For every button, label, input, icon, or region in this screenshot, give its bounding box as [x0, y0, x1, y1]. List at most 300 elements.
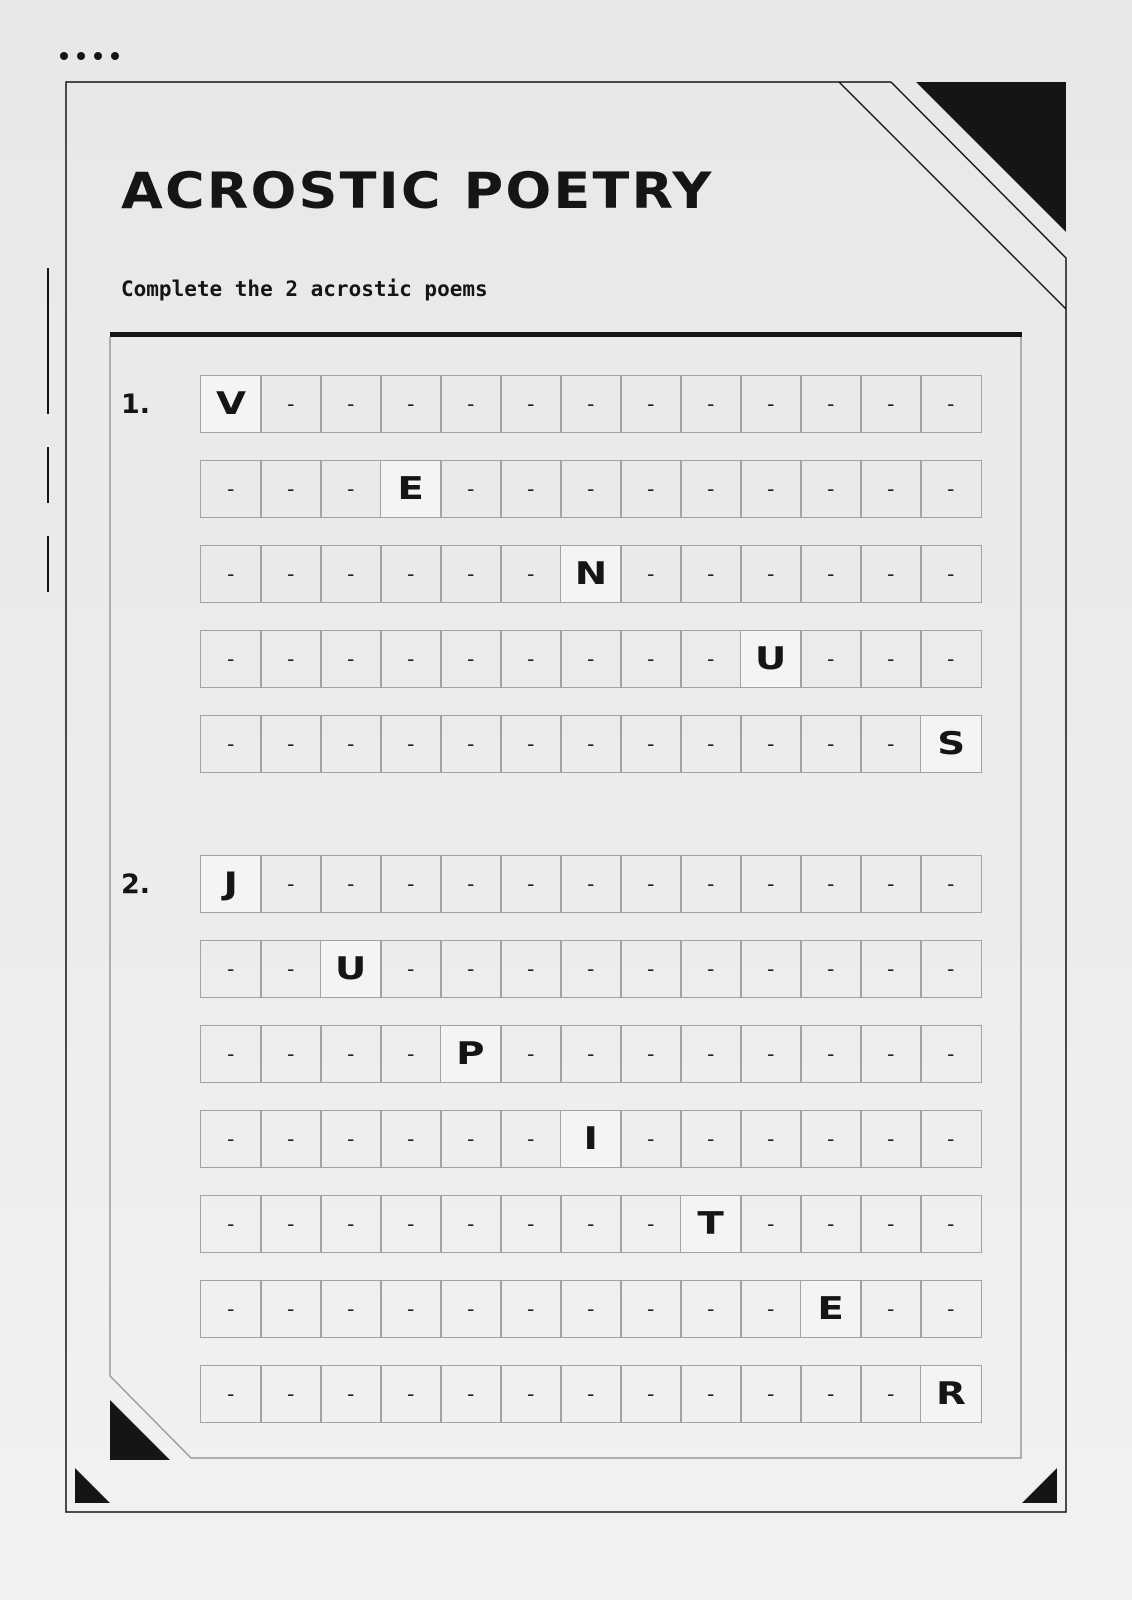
acrostic-letter-cell [200, 855, 262, 913]
blank-mark: - [467, 477, 475, 501]
letter-blank-cell[interactable] [920, 1280, 982, 1338]
letter-blank-cell[interactable] [800, 630, 862, 688]
blank-mark: - [467, 732, 475, 756]
letter-blank-cell[interactable] [380, 375, 442, 433]
letter-blank-cell[interactable] [620, 1365, 682, 1423]
letter-blank-cell[interactable] [620, 715, 682, 773]
letter-blank-cell[interactable] [560, 375, 622, 433]
blank-mark: - [767, 872, 775, 896]
letter-blank-cell[interactable] [500, 715, 562, 773]
letter-blank-cell[interactable] [620, 1195, 682, 1253]
letter-blank-cell[interactable] [260, 1195, 322, 1253]
blank-mark: - [407, 1382, 415, 1406]
blank-mark: - [527, 1127, 535, 1151]
letter-blank-cell[interactable] [320, 1025, 382, 1083]
letter-blank-cell[interactable] [620, 460, 682, 518]
letter-blank-cell[interactable] [800, 1025, 862, 1083]
blank-mark: - [527, 1382, 535, 1406]
poem-1-number: 1. [121, 389, 151, 420]
letter-blank-cell[interactable] [560, 460, 622, 518]
poem-2-number: 2. [121, 869, 151, 900]
letter-blank-cell[interactable] [320, 630, 382, 688]
corner-triangle-bottom-left [75, 1468, 110, 1503]
blank-mark: - [227, 477, 235, 501]
blank-mark: - [407, 1297, 415, 1321]
blank-mark: - [287, 1297, 295, 1321]
letter-blank-cell[interactable] [200, 940, 262, 998]
blank-mark: - [767, 477, 775, 501]
letter-blank-cell[interactable] [440, 1365, 502, 1423]
blank-mark: - [287, 957, 295, 981]
blank-mark: - [287, 392, 295, 416]
letter-blank-cell[interactable] [260, 375, 322, 433]
blank-mark: - [467, 957, 475, 981]
letter-blank-cell[interactable] [740, 1365, 802, 1423]
acrostic-letter-cell [560, 1110, 622, 1168]
blank-mark: - [467, 1127, 475, 1151]
letter-blank-cell[interactable] [800, 940, 862, 998]
blank-mark: - [587, 1212, 595, 1236]
acrostic-letter: E [397, 471, 424, 507]
letter-blank-cell[interactable] [260, 1025, 322, 1083]
header-divider [110, 332, 1022, 337]
letter-blank-cell[interactable] [200, 1110, 262, 1168]
blank-mark: - [527, 647, 535, 671]
acrostic-letter: U [755, 641, 787, 677]
letter-blank-cell[interactable] [920, 1025, 982, 1083]
blank-mark: - [887, 647, 895, 671]
letter-blank-cell[interactable] [860, 855, 922, 913]
blank-mark: - [347, 392, 355, 416]
acrostic-letter-cell [320, 940, 382, 998]
letter-blank-cell[interactable] [320, 375, 382, 433]
letter-blank-cell[interactable] [260, 940, 322, 998]
blank-mark: - [467, 872, 475, 896]
poem-1-line-3 [200, 545, 982, 603]
blank-mark: - [827, 872, 835, 896]
blank-mark: - [827, 1382, 835, 1406]
blank-mark: - [227, 562, 235, 586]
letter-blank-cell[interactable] [500, 1280, 562, 1338]
letter-blank-cell[interactable] [440, 375, 502, 433]
letter-blank-cell[interactable] [800, 715, 862, 773]
letter-blank-cell[interactable] [260, 460, 322, 518]
blank-mark: - [527, 957, 535, 981]
blank-mark: - [767, 957, 775, 981]
letter-blank-cell[interactable] [440, 630, 502, 688]
blank-mark: - [587, 392, 595, 416]
letter-blank-cell[interactable] [800, 375, 862, 433]
instruction-text: Complete the 2 acrostic poems [121, 277, 488, 301]
blank-mark: - [347, 562, 355, 586]
blank-mark: - [227, 732, 235, 756]
blank-mark: - [887, 732, 895, 756]
blank-mark: - [887, 957, 895, 981]
letter-blank-cell[interactable] [260, 1110, 322, 1168]
letter-blank-cell[interactable] [500, 1365, 562, 1423]
letter-blank-cell[interactable] [920, 940, 982, 998]
letter-blank-cell[interactable] [680, 855, 742, 913]
letter-blank-cell[interactable] [500, 460, 562, 518]
acrostic-letter-cell [380, 460, 442, 518]
decorative-side-line [47, 268, 49, 414]
letter-blank-cell[interactable] [500, 940, 562, 998]
acrostic-letter: T [697, 1206, 724, 1242]
acrostic-letter-cell [440, 1025, 502, 1083]
blank-mark: - [947, 1297, 955, 1321]
blank-mark: - [287, 1127, 295, 1151]
blank-mark: - [287, 647, 295, 671]
blank-mark: - [827, 1212, 835, 1236]
blank-mark: - [887, 1212, 895, 1236]
letter-blank-cell[interactable] [740, 1280, 802, 1338]
blank-mark: - [647, 1212, 655, 1236]
blank-mark: - [887, 1127, 895, 1151]
blank-mark: - [407, 732, 415, 756]
blank-mark: - [347, 732, 355, 756]
letter-blank-cell[interactable] [800, 855, 862, 913]
letter-blank-cell[interactable] [680, 1025, 742, 1083]
blank-mark: - [287, 1212, 295, 1236]
acrostic-letter-cell [920, 1365, 982, 1423]
poem-2-line-3 [200, 1025, 982, 1083]
blank-mark: - [887, 562, 895, 586]
letter-blank-cell[interactable] [440, 1110, 502, 1168]
blank-mark: - [767, 1382, 775, 1406]
letter-blank-cell[interactable] [620, 1025, 682, 1083]
letter-blank-cell[interactable] [620, 1280, 682, 1338]
letter-blank-cell[interactable] [620, 375, 682, 433]
blank-mark: - [287, 872, 295, 896]
blank-mark: - [227, 1382, 235, 1406]
letter-blank-cell[interactable] [680, 545, 742, 603]
blank-mark: - [347, 1212, 355, 1236]
letter-blank-cell[interactable] [860, 460, 922, 518]
letter-blank-cell[interactable] [680, 630, 742, 688]
blank-mark: - [707, 1127, 715, 1151]
poem-1-line-4 [200, 630, 982, 688]
blank-mark: - [407, 392, 415, 416]
acrostic-letter: V [215, 386, 246, 422]
letter-blank-cell[interactable] [380, 630, 442, 688]
blank-mark: - [287, 1382, 295, 1406]
blank-mark: - [887, 872, 895, 896]
letter-blank-cell[interactable] [740, 940, 802, 998]
letter-blank-cell[interactable] [920, 855, 982, 913]
decorative-side-line [47, 447, 49, 503]
blank-mark: - [407, 1042, 415, 1066]
decorative-side-line [47, 536, 49, 592]
letter-blank-cell[interactable] [740, 1110, 802, 1168]
acrostic-letter-cell [740, 630, 802, 688]
blank-mark: - [827, 477, 835, 501]
letter-blank-cell[interactable] [800, 545, 862, 603]
dot [77, 52, 85, 60]
letter-blank-cell[interactable] [200, 1025, 262, 1083]
poem-2-line-6 [200, 1280, 982, 1338]
letter-blank-cell[interactable] [620, 940, 682, 998]
letter-blank-cell[interactable] [740, 715, 802, 773]
letter-blank-cell[interactable] [680, 1110, 742, 1168]
letter-blank-cell[interactable] [500, 630, 562, 688]
letter-blank-cell[interactable] [200, 1195, 262, 1253]
dot [111, 52, 119, 60]
letter-blank-cell[interactable] [440, 545, 502, 603]
letter-blank-cell[interactable] [260, 545, 322, 603]
letter-blank-cell[interactable] [860, 715, 922, 773]
blank-mark: - [587, 647, 595, 671]
blank-mark: - [707, 647, 715, 671]
letter-blank-cell[interactable] [380, 855, 442, 913]
letter-blank-cell[interactable] [800, 460, 862, 518]
acrostic-letter: U [335, 951, 367, 987]
blank-mark: - [947, 1212, 955, 1236]
letter-blank-cell[interactable] [380, 1025, 442, 1083]
corner-diagonal-line [839, 82, 1066, 309]
letter-blank-cell[interactable] [860, 1195, 922, 1253]
letter-blank-cell[interactable] [500, 855, 562, 913]
letter-blank-cell[interactable] [500, 1110, 562, 1168]
letter-blank-cell[interactable] [680, 940, 742, 998]
letter-blank-cell[interactable] [320, 1365, 382, 1423]
letter-blank-cell[interactable] [500, 1025, 562, 1083]
blank-mark: - [347, 1297, 355, 1321]
blank-mark: - [707, 1382, 715, 1406]
blank-mark: - [407, 1127, 415, 1151]
blank-mark: - [467, 1382, 475, 1406]
letter-blank-cell[interactable] [920, 1110, 982, 1168]
blank-mark: - [587, 732, 595, 756]
letter-blank-cell[interactable] [680, 715, 742, 773]
letter-blank-cell[interactable] [860, 545, 922, 603]
letter-blank-cell[interactable] [500, 1195, 562, 1253]
blank-mark: - [647, 562, 655, 586]
letter-blank-cell[interactable] [920, 460, 982, 518]
blank-mark: - [767, 1127, 775, 1151]
letter-blank-cell[interactable] [260, 1365, 322, 1423]
blank-mark: - [647, 872, 655, 896]
blank-mark: - [347, 1382, 355, 1406]
blank-mark: - [947, 647, 955, 671]
blank-mark: - [767, 1212, 775, 1236]
blank-mark: - [467, 1297, 475, 1321]
blank-mark: - [647, 1127, 655, 1151]
blank-mark: - [647, 392, 655, 416]
blank-mark: - [587, 1382, 595, 1406]
letter-blank-cell[interactable] [620, 1110, 682, 1168]
blank-mark: - [707, 477, 715, 501]
letter-blank-cell[interactable] [560, 715, 622, 773]
letter-blank-cell[interactable] [740, 1195, 802, 1253]
letter-blank-cell[interactable] [560, 1365, 622, 1423]
letter-blank-cell[interactable] [440, 1195, 502, 1253]
blank-mark: - [527, 1042, 535, 1066]
letter-blank-cell[interactable] [200, 460, 262, 518]
letter-blank-cell[interactable] [380, 1110, 442, 1168]
letter-blank-cell[interactable] [440, 715, 502, 773]
acrostic-letter-cell [920, 715, 982, 773]
letter-blank-cell[interactable] [320, 1195, 382, 1253]
blank-mark: - [647, 1297, 655, 1321]
blank-mark: - [947, 957, 955, 981]
poem-1-line-2 [200, 460, 982, 518]
blank-mark: - [227, 957, 235, 981]
letter-blank-cell[interactable] [860, 630, 922, 688]
letter-blank-cell[interactable] [560, 630, 622, 688]
blank-mark: - [827, 957, 835, 981]
letter-blank-cell[interactable] [740, 545, 802, 603]
blank-mark: - [947, 1127, 955, 1151]
blank-mark: - [827, 647, 835, 671]
letter-blank-cell[interactable] [320, 715, 382, 773]
blank-mark: - [467, 647, 475, 671]
letter-blank-cell[interactable] [380, 1195, 442, 1253]
letter-blank-cell[interactable] [380, 545, 442, 603]
blank-mark: - [527, 872, 535, 896]
acrostic-letter: N [574, 556, 607, 592]
letter-blank-cell[interactable] [860, 940, 922, 998]
poem-2-line-7 [200, 1365, 982, 1423]
letter-blank-cell[interactable] [740, 855, 802, 913]
letter-blank-cell[interactable] [440, 1280, 502, 1338]
blank-mark: - [707, 1042, 715, 1066]
blank-mark: - [347, 477, 355, 501]
letter-blank-cell[interactable] [320, 855, 382, 913]
blank-mark: - [227, 647, 235, 671]
blank-mark: - [407, 562, 415, 586]
poem-2-line-4 [200, 1110, 982, 1168]
blank-mark: - [227, 1042, 235, 1066]
blank-mark: - [647, 1042, 655, 1066]
acrostic-letter: E [817, 1291, 844, 1327]
letter-blank-cell[interactable] [860, 1365, 922, 1423]
blank-mark: - [527, 392, 535, 416]
blank-mark: - [407, 647, 415, 671]
blank-mark: - [887, 1297, 895, 1321]
blank-mark: - [947, 562, 955, 586]
blank-mark: - [227, 1297, 235, 1321]
letter-blank-cell[interactable] [560, 1280, 622, 1338]
blank-mark: - [707, 392, 715, 416]
blank-mark: - [347, 1127, 355, 1151]
letter-blank-cell[interactable] [440, 940, 502, 998]
letter-blank-cell[interactable] [800, 1365, 862, 1423]
letter-blank-cell[interactable] [380, 940, 442, 998]
letter-blank-cell[interactable] [860, 375, 922, 433]
letter-blank-cell[interactable] [260, 630, 322, 688]
acrostic-letter: S [936, 726, 965, 762]
letter-blank-cell[interactable] [440, 460, 502, 518]
blank-mark: - [287, 562, 295, 586]
letter-blank-cell[interactable] [500, 545, 562, 603]
blank-mark: - [827, 562, 835, 586]
blank-mark: - [707, 957, 715, 981]
letter-blank-cell[interactable] [380, 1280, 442, 1338]
letter-blank-cell[interactable] [860, 1110, 922, 1168]
blank-mark: - [347, 647, 355, 671]
letter-blank-cell[interactable] [620, 630, 682, 688]
letter-blank-cell[interactable] [860, 1280, 922, 1338]
letter-blank-cell[interactable] [560, 940, 622, 998]
blank-mark: - [887, 1382, 895, 1406]
letter-blank-cell[interactable] [200, 1280, 262, 1338]
blank-mark: - [527, 562, 535, 586]
letter-blank-cell[interactable] [920, 630, 982, 688]
letter-blank-cell[interactable] [680, 375, 742, 433]
blank-mark: - [947, 392, 955, 416]
letter-blank-cell[interactable] [620, 545, 682, 603]
corner-triangle-bottom-right [1022, 1468, 1057, 1503]
acrostic-letter: R [935, 1376, 966, 1412]
letter-blank-cell[interactable] [260, 1280, 322, 1338]
letter-blank-cell[interactable] [560, 1025, 622, 1083]
letter-blank-cell[interactable] [260, 715, 322, 773]
letter-blank-cell[interactable] [380, 1365, 442, 1423]
letter-blank-cell[interactable] [920, 375, 982, 433]
inner-corner-triangle [110, 1400, 170, 1460]
letter-blank-cell[interactable] [200, 545, 262, 603]
letter-blank-cell[interactable] [800, 1110, 862, 1168]
dot [94, 52, 102, 60]
blank-mark: - [527, 477, 535, 501]
letter-blank-cell[interactable] [320, 1280, 382, 1338]
letter-blank-cell[interactable] [320, 460, 382, 518]
letter-blank-cell[interactable] [260, 855, 322, 913]
blank-mark: - [707, 562, 715, 586]
blank-mark: - [647, 647, 655, 671]
blank-mark: - [767, 562, 775, 586]
blank-mark: - [347, 872, 355, 896]
letter-blank-cell[interactable] [320, 1110, 382, 1168]
letter-blank-cell[interactable] [680, 1280, 742, 1338]
blank-mark: - [527, 1297, 535, 1321]
letter-blank-cell[interactable] [500, 375, 562, 433]
blank-mark: - [587, 1297, 595, 1321]
blank-mark: - [587, 872, 595, 896]
letter-blank-cell[interactable] [560, 1195, 622, 1253]
letter-blank-cell[interactable] [740, 460, 802, 518]
blank-mark: - [827, 392, 835, 416]
blank-mark: - [707, 1297, 715, 1321]
letter-blank-cell[interactable] [440, 855, 502, 913]
letter-blank-cell[interactable] [680, 1365, 742, 1423]
letter-blank-cell[interactable] [680, 460, 742, 518]
letter-blank-cell[interactable] [200, 630, 262, 688]
blank-mark: - [887, 477, 895, 501]
letter-blank-cell[interactable] [380, 715, 442, 773]
acrostic-letter-cell [800, 1280, 862, 1338]
letter-blank-cell[interactable] [860, 1025, 922, 1083]
letter-blank-cell[interactable] [740, 1025, 802, 1083]
blank-mark: - [647, 732, 655, 756]
blank-mark: - [407, 1212, 415, 1236]
letter-blank-cell[interactable] [740, 375, 802, 433]
page-title: ACROSTIC POETRY [121, 162, 714, 220]
letter-blank-cell[interactable] [200, 715, 262, 773]
letter-blank-cell[interactable] [920, 545, 982, 603]
blank-mark: - [467, 562, 475, 586]
letter-blank-cell[interactable] [800, 1195, 862, 1253]
letter-blank-cell[interactable] [620, 855, 682, 913]
corner-triangle-top-right [916, 82, 1066, 232]
blank-mark: - [227, 1127, 235, 1151]
letter-blank-cell[interactable] [920, 1195, 982, 1253]
letter-blank-cell[interactable] [200, 1365, 262, 1423]
acrostic-letter: J [223, 866, 238, 902]
letter-blank-cell[interactable] [320, 545, 382, 603]
acrostic-letter-cell [200, 375, 262, 433]
letter-blank-cell[interactable] [560, 855, 622, 913]
